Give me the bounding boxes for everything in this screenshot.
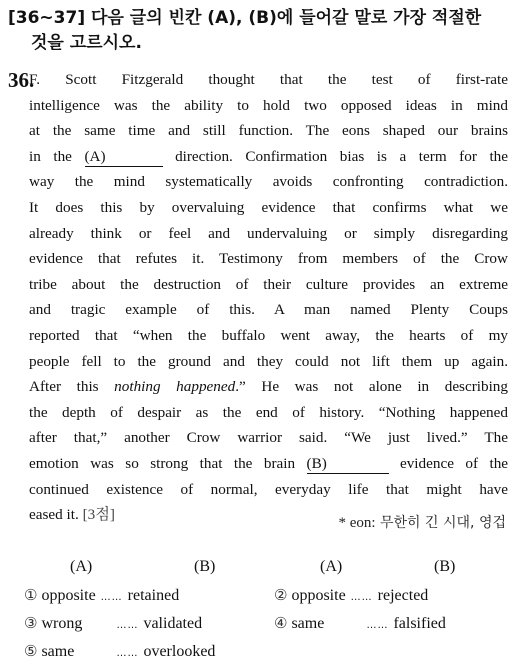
column-header-b: (B) <box>194 558 216 575</box>
points-badge: [3점] <box>82 506 115 524</box>
italic-phrase: nothing happened <box>114 378 236 396</box>
option-5[interactable] <box>24 642 215 661</box>
option-3[interactable] <box>24 614 202 633</box>
option-number: ① <box>24 586 38 604</box>
leader-dots: …… <box>100 592 123 603</box>
column-header-b: (B) <box>434 558 456 575</box>
passage-text: in the <box>29 147 72 165</box>
passage-line: the depth of despair as the end of history. “Nothing happened <box>29 403 508 421</box>
option-a-value: wrong <box>41 615 83 632</box>
passage-text: evidence of the <box>399 454 509 472</box>
option-4[interactable] <box>274 614 446 633</box>
passage-line: reported that “when the buffalo went away, the hearts of my <box>29 326 508 344</box>
option-2[interactable] <box>274 586 428 605</box>
footnote-meaning: 무한히 긴 시대, 영겁 <box>380 515 506 531</box>
option-1[interactable] <box>24 586 179 605</box>
leader-dots: …… <box>116 620 139 631</box>
passage-line: people fell to the ground and they could not lift them up again. <box>29 352 508 370</box>
option-b-value: rejected <box>377 587 429 604</box>
passage-line: intelligence was the ability to hold two opposed ideas in mind <box>29 96 508 114</box>
passage-line-italic <box>29 374 508 400</box>
passage-text: direction. Confirmation bias is a term for the <box>175 147 509 165</box>
leader-dots: …… <box>366 620 389 631</box>
instruction-line-2: 것을 고르시오. <box>31 33 142 53</box>
instruction-line-1: [36~37] 다음 글의 빈칸 (A), (B)에 들어갈 말로 가장 적절한 <box>8 8 482 28</box>
leader-dots: …… <box>116 648 139 659</box>
option-number: ④ <box>274 614 288 632</box>
passage-text: eased it. <box>29 506 79 524</box>
question-number: 36. <box>8 68 35 92</box>
passage-text: .” He was not alone in describing <box>235 378 508 396</box>
option-a-value: opposite <box>291 587 346 604</box>
option-number: ② <box>274 586 288 604</box>
column-header-a: (A) <box>320 558 343 575</box>
option-a-value: same <box>291 615 325 632</box>
footnote <box>338 512 506 532</box>
option-b-value: validated <box>143 615 203 632</box>
option-number: ⑤ <box>24 642 38 660</box>
passage-line: way the mind systematically avoids confronting contradiction. <box>29 173 508 191</box>
passage-line: after that,” another Crow warrior said. “We just lived.” The <box>29 429 508 447</box>
passage-line: It does this by overvaluing evidence that confirms what we <box>29 198 508 216</box>
question-instruction <box>8 6 513 56</box>
passage-line: and tragic example of this. A man named Plenty Coups <box>29 301 508 319</box>
passage-line: continued existence of normal, everyday life that might have <box>29 480 508 498</box>
blank-a: (A) <box>85 147 163 167</box>
option-b-value: retained <box>127 587 180 604</box>
passage-line: F. Scott Fitzgerald thought that the test of first-rate <box>29 71 508 88</box>
leader-dots: …… <box>350 592 373 603</box>
option-a-value: opposite <box>41 587 96 604</box>
passage <box>29 67 508 528</box>
passage-line: already think or feel and undervaluing or simply disregarding <box>29 224 508 242</box>
passage-text: After this <box>29 378 99 396</box>
passage-line: at the same time and still function. The eons shaped our brains <box>29 122 508 140</box>
footnote-term: * eon: <box>338 515 376 531</box>
column-header-a: (A) <box>70 558 93 575</box>
passage-line: tribe about the destruction of their culture provides an extreme <box>29 275 508 293</box>
passage-line: evidence that refutes it. Testimony from members of the Crow <box>29 250 508 268</box>
option-b-value: falsified <box>393 615 446 632</box>
blank-b: (B) <box>307 454 389 474</box>
passage-text: emotion was so strong that the brain <box>29 454 296 472</box>
option-number: ③ <box>24 614 38 632</box>
passage-line-with-blank-a <box>29 144 508 170</box>
passage-line-with-blank-b <box>29 451 508 477</box>
option-a-value: same <box>41 643 75 660</box>
option-b-value: overlooked <box>143 643 216 660</box>
